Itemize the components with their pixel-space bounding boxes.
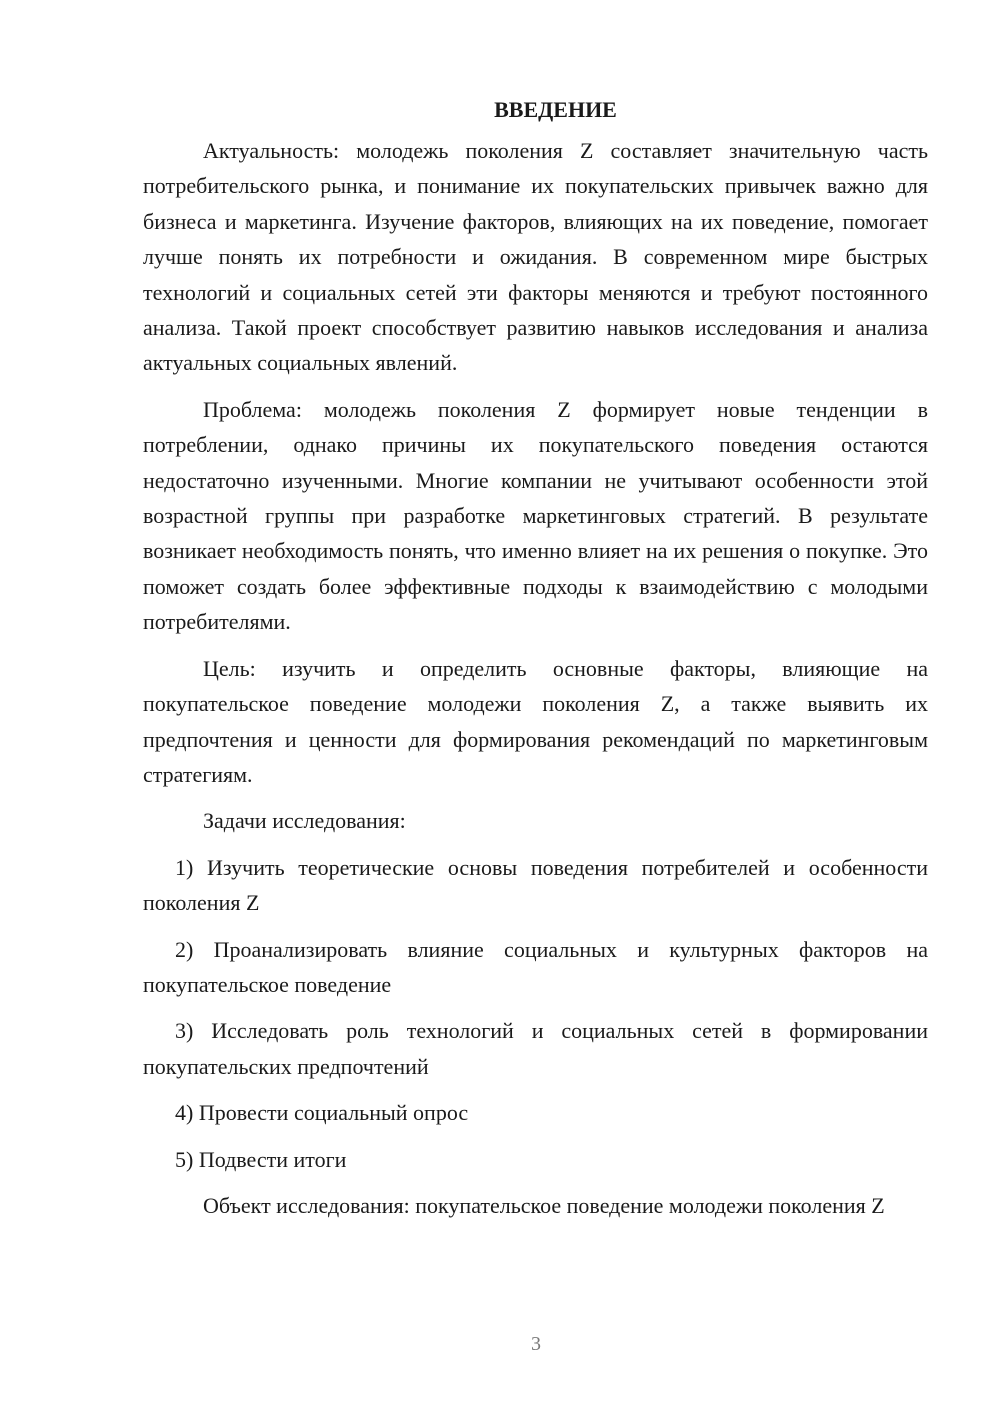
task-item-3: 3) Исследовать роль технологий и социальных сетей в формировании покупательских предпочтений [143, 1018, 928, 1079]
page-number: 3 [531, 1333, 541, 1355]
task-item-2: 2) Проанализировать влияние социальных и культурных факторов на покупательское поведение [143, 936, 928, 997]
problem-paragraph: Проблема: молодежь поколения Z формирует новые тенденции в потреблении, однако причины их покупательского поведения остаются недостаточно изученными. Многие компании не учитывают особенности этой возрастной группы при разработке маркетинговых стратегий. В результате возникает необходимость понять, что именно влияет на их решения о покупке. Это поможет создать более эффективные подходы к взаимодействию с молодыми потребителями. [143, 396, 928, 635]
object-paragraph: Объект исследования: покупательское поведение молодежи поколения Z [203, 1192, 885, 1218]
goal-paragraph: Цель: изучить и определить основные факторы, влияющие на покупательское поведение молодежи поколения Z, а также выявить их предпочтения и ценности для формирования рекомендаций по маркетинговым стратегиям. [143, 655, 928, 787]
page-title: ВВЕДЕНИЕ [494, 97, 617, 122]
tasks-heading: Задачи исследования: [203, 808, 406, 834]
task-item-4: 4) Провести социальный опрос [175, 1100, 469, 1126]
document-page [143, 95, 928, 1234]
task-item-5: 5) Подвести итоги [175, 1146, 347, 1172]
task-item-1: 1) Изучить теоретические основы поведения потребителей и особенности поколения Z [143, 854, 928, 916]
relevance-paragraph: Актуальность: молодежь поколения Z составляет значительную часть потребительского рынка, и понимание их покупательских привычек важно для бизнеса и маркетинга. Изучение факторов, влияющих на их поведение, помогает лучше понять их потребности и ожидания. В современном мире быстрых технологий и социальных сетей эти факторы меняются и требуют постоянного анализа. Такой проект способствует развитию навыков исследования и анализа актуальных социальных явлений. [143, 138, 928, 376]
